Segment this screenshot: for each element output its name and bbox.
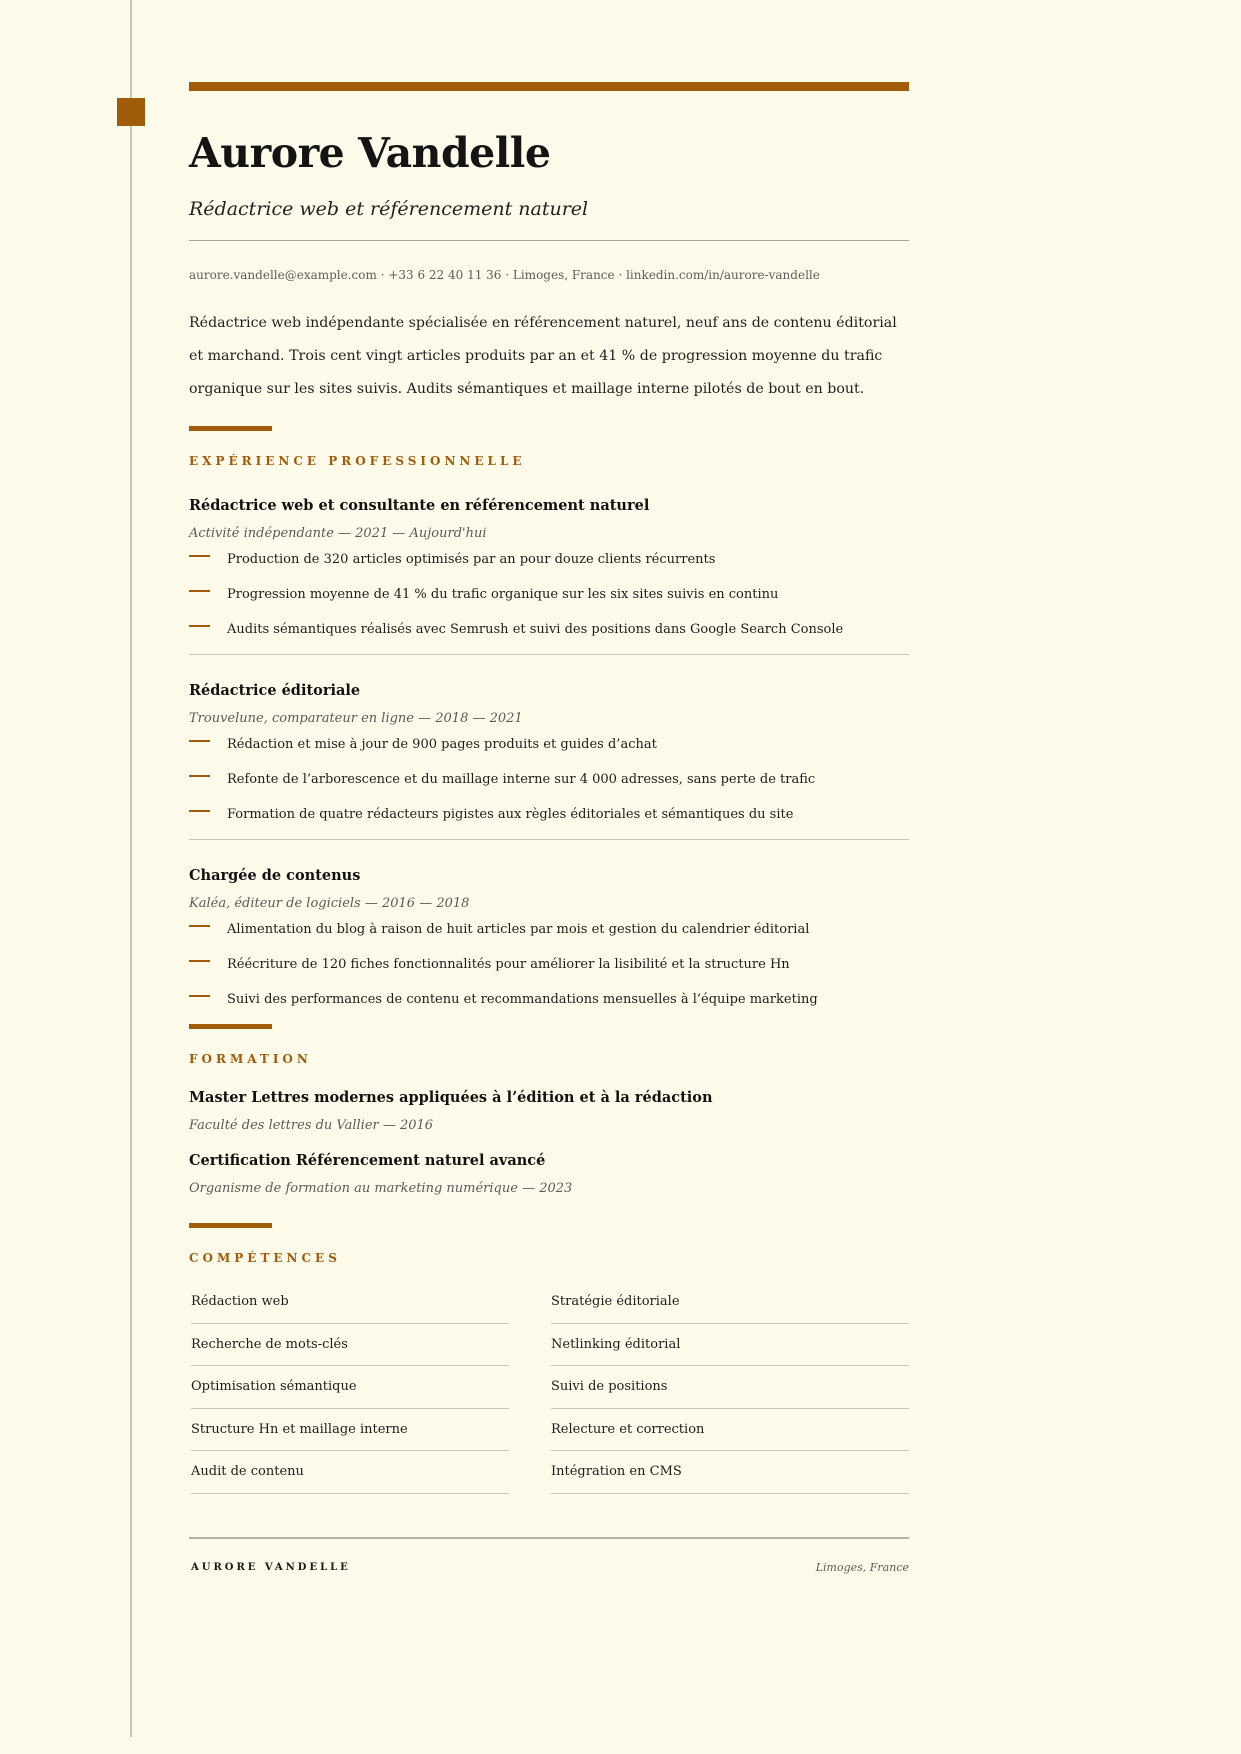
education-entry <box>189 1088 909 1135</box>
footer-divider <box>189 1537 909 1539</box>
dash-icon <box>189 925 210 927</box>
dash-icon <box>189 810 210 812</box>
degree-title: Certification Référencement naturel avancé <box>189 1152 546 1169</box>
skill-item: Suivi de positions <box>551 1366 909 1409</box>
section-accent-bar <box>189 426 272 431</box>
job-divider <box>189 839 909 840</box>
bullet-item <box>189 769 909 804</box>
profile-summary: Rédactrice web indépendante spécialisée en référencement naturel, neuf ans de contenu éditorial et marchand. Trois cent vingt articles produits par an et 41 % de progression moyenne du trafic organique sur les sites suivis. Audits sémantiques et maillage interne pilotés de bout en bout. <box>189 315 897 397</box>
job-bullets <box>189 734 909 839</box>
degree-meta: Organisme de formation au marketing numérique — 2023 <box>189 1181 573 1196</box>
bullet-item <box>189 804 909 839</box>
footer-location: Limoges, France <box>815 1560 909 1574</box>
bullet-item <box>189 989 909 1024</box>
degree-meta: Faculté des lettres du Vallier — 2016 <box>189 1118 434 1133</box>
job-title: Chargée de contenus <box>189 867 361 884</box>
bullet-text: Formation de quatre rédacteurs pigistes aux règles éditoriales et sémantiques du site <box>227 807 794 822</box>
bullet-text: Réécriture de 120 fiches fonctionnalités pour améliorer la lisibilité et la structure Hn <box>227 957 790 972</box>
bullet-text: Alimentation du blog à raison de huit articles par mois et gestion du calendrier éditorial <box>227 922 810 937</box>
skill-item: Stratégie éditoriale <box>551 1281 909 1324</box>
job-meta: Trouvelune, comparateur en ligne — 2018 — 2021 <box>189 711 523 726</box>
accent-square <box>117 98 145 126</box>
job-entry <box>189 496 909 654</box>
section-heading: COMPÉTENCES <box>189 1251 341 1265</box>
margin-rule <box>130 0 132 1737</box>
education-section <box>189 1024 909 1198</box>
bullet-text: Audits sémantiques réalisés avec Semrush et suivi des positions dans Google Search Console <box>227 622 844 637</box>
bullet-item <box>189 549 909 584</box>
bullet-text: Refonte de l’arborescence et du maillage interne sur 4 000 adresses, sans perte de trafic <box>227 772 816 787</box>
section-accent-bar <box>189 1223 272 1228</box>
job-bullets <box>189 919 909 1024</box>
page-footer <box>189 1561 909 1574</box>
bullet-item <box>189 584 909 619</box>
job-meta: Kaléa, éditeur de logiciels — 2016 — 2018 <box>189 896 470 911</box>
dash-icon <box>189 625 210 627</box>
skill-item: Relecture et correction <box>551 1409 909 1452</box>
bullet-item <box>189 734 909 769</box>
contact-line: aurore.vandelle@example.com · +33 6 22 40 11 36 · Limoges, France · linkedin.com/in/aurore-vandelle <box>189 268 820 282</box>
skills-grid <box>189 1281 909 1494</box>
section-heading: FORMATION <box>189 1052 312 1066</box>
job-entry <box>189 866 909 1024</box>
job-bullets <box>189 549 909 654</box>
skill-item: Structure Hn et maillage interne <box>191 1409 509 1452</box>
bullet-text: Progression moyenne de 41 % du trafic organique sur les six sites suivis en continu <box>227 587 779 602</box>
experience-section <box>189 426 909 1024</box>
skill-item: Recherche de mots-clés <box>191 1324 509 1367</box>
footer-name: AURORE VANDELLE <box>191 1561 351 1573</box>
skills-section <box>189 1223 909 1494</box>
bullet-item <box>189 919 909 954</box>
header-divider <box>189 240 909 241</box>
candidate-title: Rédactrice web et référencement naturel <box>189 198 589 220</box>
skill-item: Audit de contenu <box>191 1451 509 1494</box>
degree-title: Master Lettres modernes appliquées à l’édition et à la rédaction <box>189 1089 713 1106</box>
resume-page <box>189 82 909 1574</box>
skill-item: Optimisation sémantique <box>191 1366 509 1409</box>
dash-icon <box>189 775 210 777</box>
dash-icon <box>189 740 210 742</box>
skill-item: Netlinking éditorial <box>551 1324 909 1367</box>
job-divider <box>189 654 909 655</box>
bullet-text: Suivi des performances de contenu et recommandations mensuelles à l’équipe marketing <box>227 992 818 1007</box>
bullet-text: Production de 320 articles optimisés par an pour douze clients récurrents <box>227 552 716 567</box>
section-heading: EXPÉRIENCE PROFESSIONNELLE <box>189 454 526 468</box>
education-entry <box>189 1151 909 1198</box>
job-title: Rédactrice éditoriale <box>189 682 361 699</box>
job-title: Rédactrice web et consultante en référencement naturel <box>189 497 650 514</box>
skill-item: Rédaction web <box>191 1281 509 1324</box>
skill-item: Intégration en CMS <box>551 1451 909 1494</box>
dash-icon <box>189 590 210 592</box>
section-accent-bar <box>189 1024 272 1029</box>
dash-icon <box>189 555 210 557</box>
bullet-item <box>189 954 909 989</box>
top-accent-bar <box>189 82 909 91</box>
job-meta: Activité indépendante — 2021 — Aujourd'hui <box>189 526 487 541</box>
bullet-text: Rédaction et mise à jour de 900 pages produits et guides d’achat <box>227 737 657 752</box>
job-entry <box>189 681 909 839</box>
dash-icon <box>189 960 210 962</box>
dash-icon <box>189 995 210 997</box>
candidate-name: Aurore Vandelle <box>189 129 551 177</box>
bullet-item <box>189 619 909 654</box>
